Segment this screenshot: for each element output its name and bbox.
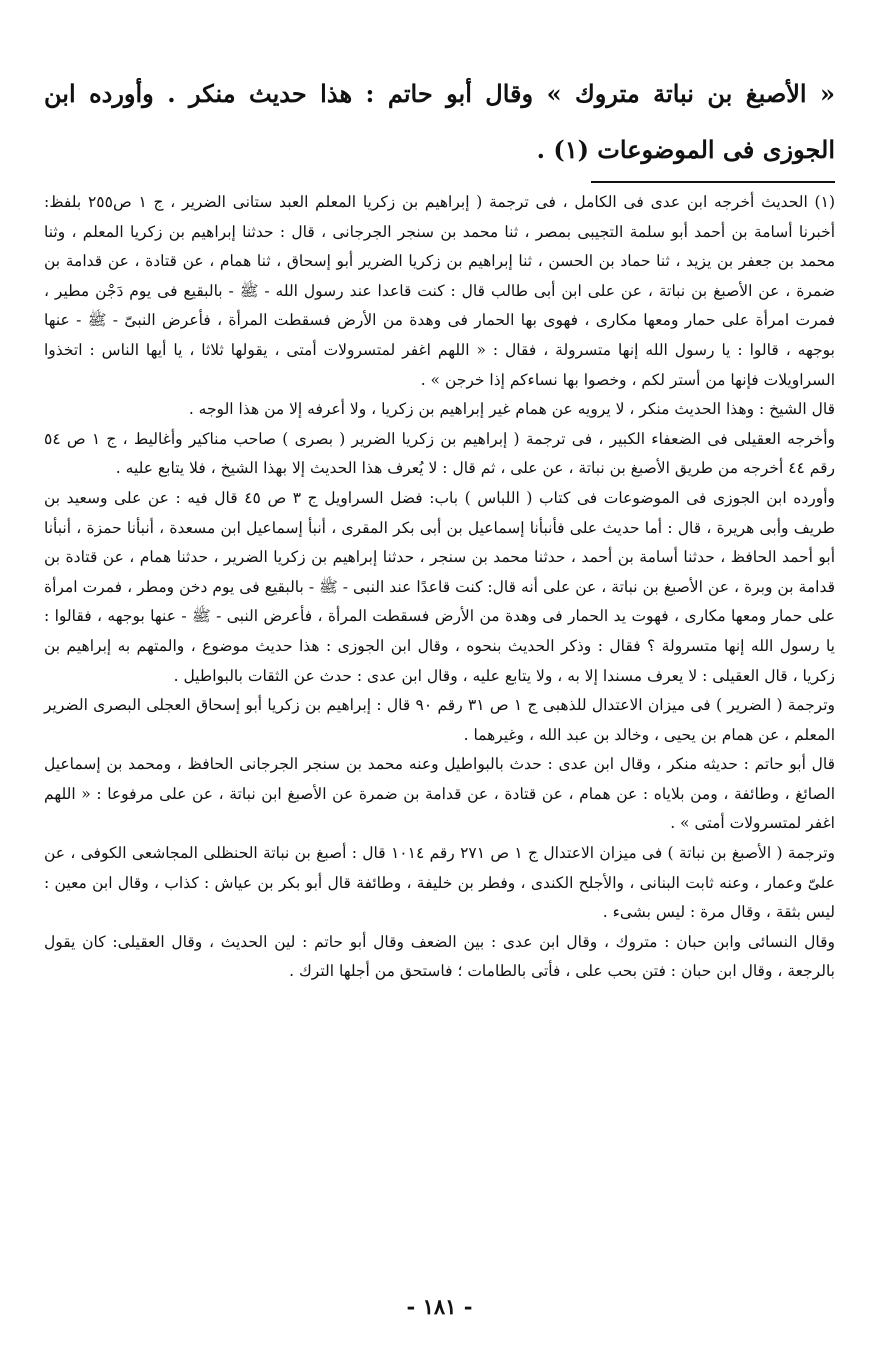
footnote-paragraph: وترجمة ( الأصبغ بن نباتة ) فى ميزان الاعتدال ج ١ ص ٢٧١ رقم ١٠١٤ قال : أصبغ بن نباتة الحنظلى المجاشعى الكوفى ، عن علىّ وعمار ، وعنه ثابت البنانى ، والأجلح الكندى ، وفطر بن خليفة ، وطائفة قال أبو بكر بن عياش : كذاب ، وقال ابن معين : ليس بثقة ، وقال مرة : ليس بشىء . (44, 844, 835, 922)
footnote-paragraph: وقال النسائى وابن حبان : متروك ، وقال ابن عدى : بين الضعف وقال أبو حاتم : لين الحديث ، وقال العقيلى: كان يقول بالرجعة ، وقال ابن حبان : فتن بحب على ، فأتى بالطامات ؛ فاستحق من أجلها الترك . (44, 932, 835, 981)
footnote-paragraph: وترجمة ( الضرير ) فى ميزان الاعتدال للذهبى ج ١ ص ٣١ رقم ٩٠ قال : إبراهيم بن زكريا أبو إسحاق العجلى البصرى الضرير المعلم ، عن همام بن يحيى ، وخالد بن عبد الله ، وغيرهما . (44, 696, 836, 744)
footnote-paragraph: قال الشيخ : وهذا الحديث منكر ، لا يرويه عن همام غير إبراهيم بن زكريا ، ولا أعرفه إلا من هذا الوجه . (188, 400, 835, 419)
footnote-paragraph: قال أبو حاتم : حديثه منكر ، وقال ابن عدى : حدث بالبواطيل وعنه محمد بن سنجر الجرجانى الحافظ ، ومحمد بن إسماعيل الصائغ ، وطائفة ، ومن بلاياه : عن همام ، عن قتادة ، عن قدامة بن ضمرة عن الأصبغ ابن نباتة ، عن على مرفوعا : « اللهم اغفر لمتسرولات أمتى » . (44, 755, 835, 833)
footnote-paragraph: وأورده ابن الجوزى فى الموضوعات فى كتاب ( اللباس ) باب: فضل السراويل ج ٣ ص ٤٥ قال فيه : عن على وسعيد بن طريف وأبى هريرة ، قال : أما حديث على فأنبأنا إسماعيل بن أبى بكر المقرى ، أنبأ إسماعيل ابن مسعدة ، أنبأنا حمزة ، أنبأنا أبو أحمد الحافظ ، حدثنا أسامة بن أحمد ، حدثنا محمد بن سنجر ، حدثنا إبراهيم بن زكريا الضرير ، حدثنا همام ، عن قتادة بن قدامة بن وبرة ، عن الأصبغ بن نباتة ، عن على أنه قال: كنت قاعدًا عند النبى - ﷺ - بالبقيع فى يوم دخن ومطر ، فمرت امرأة على حمار ومعها مكارى ، فهوت يد الحمار فى وهدة من الأرض فسقطت المرأة ، فأعرض النبى - ﷺ - عنها بوجهه ، فقالوا : يا رسول الله إنها متسرولة ؟ فقال : وذكر الحديث بنحوه ، وقال ابن الجوزى : هذا حديث موضوع ، والمتهم به إبراهيم بن زكريا ، قال العقيلى : لا يعرف مسندا إلا به ، ولا يتابع عليه ، وقال ابن عدى : حدث عن الثقات بالبواطيل . (44, 488, 835, 685)
page-number: - ١٨١ - (406, 1294, 473, 1319)
main-text: « الأصبغ بن نباتة متروك » وقال أبو حاتم : هذا حديث منكر . وأورده ابن الجوزى فى الموضوعات (١) . (44, 79, 835, 164)
footnote-paragraph: وأخرجه العقيلى فى الضعفاء الكبير ، فى ترجمة ( إبراهيم بن زكريا الضرير ( بصرى ) صاحب مناكير وأغاليط ، ج ١ ص ٥٤ رقم ٤٤ أخرجه من طريق الأصبغ بن نباتة ، عن على ، ثم قال : لا يُعرف هذا الحديث إلا بهذا الشيخ ، فلا يتابع عليه . (44, 429, 836, 478)
footnote-separator (591, 181, 835, 183)
footnote-paragraph: (١) الحديث أخرجه ابن عدى فى الكامل ، فى ترجمة ( إبراهيم بن زكريا المعلم العبد ستانى الضرير ، ج ١ ص٢٥٥ بلفظ: أخبرنا أسامة بن أحمد أبو سلمة التجيبى بمصر ، ثنا محمد بن سنجر الجرجانى ، قال : حدثنا إبراهيم بن زكريا المعلم ، وثنا محمد بن جعفر بن يزيد ، ثنا حماد بن الحسن ، ثنا إبراهيم بن زكريا الضرير أبو إسحاق ، ثنا همام ، عن قتادة ، عن قدامة بن ضمرة ، عن الأصبغ بن نباتة ، عن على ابن أبى طالب قال : كنت قاعدا عند رسول الله - ﷺ - بالبقيع فى يوم دَجْن مطير ، فمرت امرأة على حمار ومعها مكارى ، فهوى بها الحمار فى وهدة من الأرض فسقطت المرأة ، فأعرض النبىّ - ﷺ - عنها بوجهه ، قالوا : يا رسول الله إنها متسرولة ، فقال : « اللهم اغفر لمتسرولات أمتى ، يقولها ثلاثا ، يا أيها الناس : اتخذوا السراويلات فإنها من أستر لكم ، وخصوا بها نساءكم إذا خرجن » . (44, 193, 835, 389)
footnotes (44, 188, 835, 987)
